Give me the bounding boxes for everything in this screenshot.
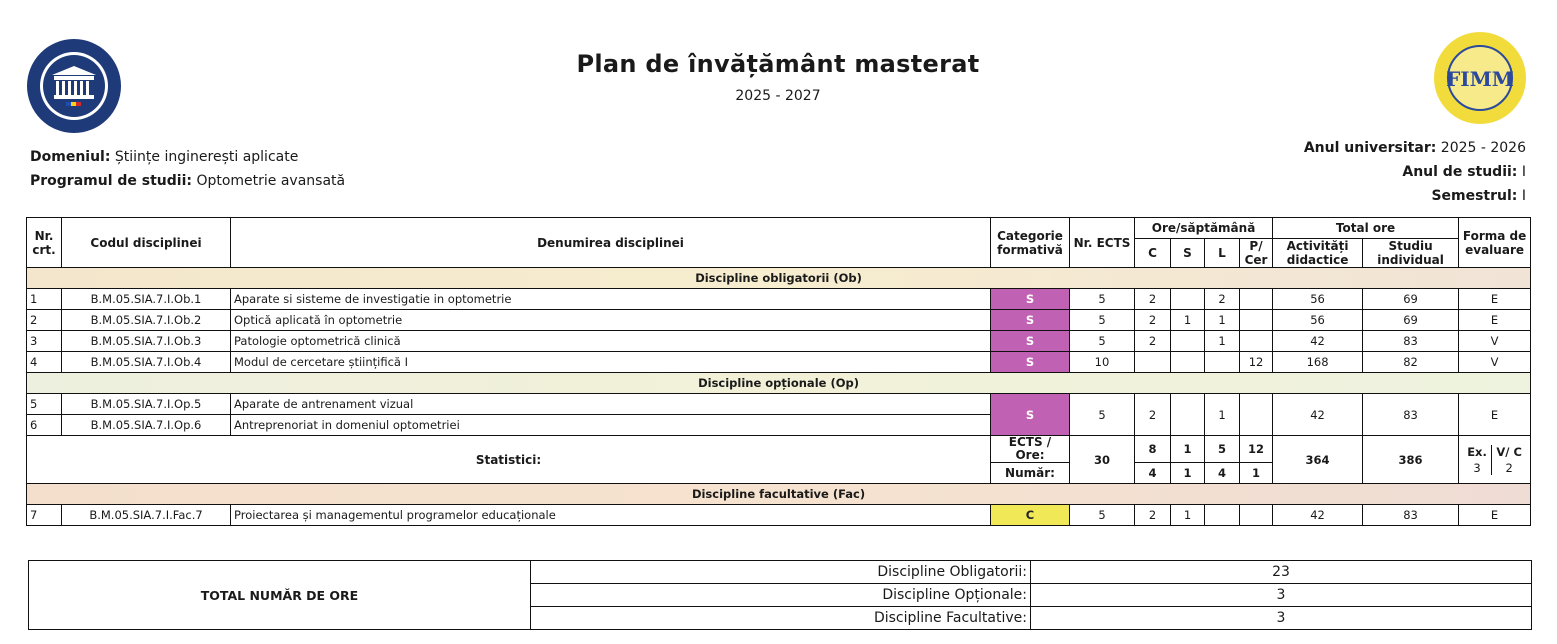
- row-eval: V: [1459, 331, 1531, 352]
- stats-label: Statistici:: [27, 436, 991, 484]
- row-s: [1171, 352, 1205, 373]
- row-p: [1240, 331, 1273, 352]
- row-study: 83: [1363, 394, 1459, 436]
- program-value: Optometrie avansată: [196, 173, 346, 189]
- stats-vc-value: 2: [1505, 460, 1513, 475]
- row-activities: 42: [1273, 331, 1363, 352]
- stats-hours-s: 1: [1171, 436, 1205, 463]
- table-row: [27, 505, 1531, 526]
- stats-vc-label: V/ C: [1496, 444, 1522, 459]
- domain-label: Domeniul:: [30, 149, 111, 165]
- row-s: [1171, 331, 1205, 352]
- totals-row-label: Discipline Obligatorii:: [531, 561, 1031, 584]
- row-name: Patologie optometrică clinică: [231, 331, 991, 352]
- academic-year-value: 2025 - 2026: [1440, 140, 1526, 156]
- row-code: B.M.05.SIA.7.I.Ob.2: [62, 310, 231, 331]
- row-activities: 56: [1273, 289, 1363, 310]
- stats-hours-p: 12: [1240, 436, 1273, 463]
- category-badge: C: [991, 505, 1070, 526]
- col-header-code: Codul disciplinei: [62, 218, 231, 268]
- category-badge: S: [991, 289, 1070, 310]
- table-row: [27, 394, 1531, 415]
- row-name: Antreprenoriat in domeniul optometriei: [231, 415, 991, 436]
- row-c: 2: [1135, 310, 1171, 331]
- row-l: 1: [1205, 331, 1240, 352]
- row-c: 2: [1135, 289, 1171, 310]
- col-header-l: L: [1205, 239, 1240, 268]
- row-code: B.M.05.SIA.7.I.Ob.1: [62, 289, 231, 310]
- program-years: 2025 - 2027: [735, 88, 821, 104]
- table-row: [27, 352, 1531, 373]
- stats-eval-summary: [1459, 436, 1531, 484]
- col-header-s: S: [1171, 239, 1205, 268]
- curriculum-table: [26, 217, 1531, 526]
- totals-row-value: 3: [1031, 607, 1532, 630]
- col-header-p: P/ Cer: [1240, 239, 1273, 268]
- row-nr: 2: [27, 310, 62, 331]
- row-ects: 5: [1070, 310, 1135, 331]
- col-header-nr: Nr. crt.: [27, 218, 62, 268]
- row-eval: E: [1459, 394, 1531, 436]
- semester-label: Semestrul:: [1431, 188, 1518, 204]
- row-s: [1171, 289, 1205, 310]
- year-info: [1304, 136, 1526, 208]
- row-study: 82: [1363, 352, 1459, 373]
- row-study: 83: [1363, 505, 1459, 526]
- row-ects: 5: [1070, 394, 1135, 436]
- row-name: Aparate si sisteme de investigatie in optometrie: [231, 289, 991, 310]
- stats-study-total: 386: [1363, 436, 1459, 484]
- table-row: [27, 310, 1531, 331]
- row-nr: 1: [27, 289, 62, 310]
- stats-hours-l: 5: [1205, 436, 1240, 463]
- academic-year-line: [1304, 136, 1526, 160]
- category-badge: S: [991, 352, 1070, 373]
- row-activities: 168: [1273, 352, 1363, 373]
- category-badge: S: [991, 394, 1070, 436]
- svg-text:FIMM: FIMM: [1446, 67, 1514, 91]
- table-row: [27, 289, 1531, 310]
- row-nr: 4: [27, 352, 62, 373]
- table-row: [27, 331, 1531, 352]
- totals-row-value: 23: [1031, 561, 1532, 584]
- row-l: [1205, 352, 1240, 373]
- stats-count-p: 1: [1240, 463, 1273, 484]
- col-header-category: Categorie formativă: [991, 218, 1070, 268]
- stats-ects-label: ECTS / Ore:: [991, 436, 1070, 463]
- semester-value: I: [1521, 188, 1526, 204]
- program-label: Programul de studii:: [30, 173, 192, 189]
- study-year-value: I: [1521, 164, 1526, 180]
- totals-row-value: 3: [1031, 584, 1532, 607]
- row-p: [1240, 289, 1273, 310]
- row-s: 1: [1171, 505, 1205, 526]
- stats-hours-c: 8: [1135, 436, 1171, 463]
- row-nr: 7: [27, 505, 62, 526]
- col-header-c: C: [1135, 239, 1171, 268]
- row-code: B.M.05.SIA.7.I.Ob.3: [62, 331, 231, 352]
- faculty-logo-right: [1430, 30, 1530, 126]
- stats-ects-total: 30: [1070, 436, 1135, 484]
- row-l: [1205, 505, 1240, 526]
- row-code: B.M.05.SIA.7.I.Fac.7: [62, 505, 231, 526]
- study-year-label: Anul de studii:: [1402, 164, 1518, 180]
- row-study: 69: [1363, 289, 1459, 310]
- row-p: [1240, 310, 1273, 331]
- domain-line: [30, 145, 345, 169]
- row-code: B.M.05.SIA.7.I.Ob.4: [62, 352, 231, 373]
- row-study: 83: [1363, 331, 1459, 352]
- university-logo-left: [26, 38, 122, 134]
- row-nr: 5: [27, 394, 62, 415]
- row-c: [1135, 352, 1171, 373]
- eval-divider: [1491, 445, 1493, 475]
- stats-row-hours: [27, 436, 1531, 463]
- row-p: [1240, 394, 1273, 436]
- row-ects: 5: [1070, 289, 1135, 310]
- academic-year-label: Anul universitar:: [1303, 140, 1437, 156]
- totals-table: [28, 560, 1532, 630]
- semester-line: [1304, 184, 1526, 208]
- totals-row: [29, 561, 1532, 584]
- totals-row-label: Discipline Facultative:: [531, 607, 1031, 630]
- stats-activities-total: 364: [1273, 436, 1363, 484]
- col-header-activities: Activități didactice: [1273, 239, 1363, 268]
- row-name: Modul de cercetare științifică I: [231, 352, 991, 373]
- row-eval: V: [1459, 352, 1531, 373]
- row-code: B.M.05.SIA.7.I.Op.5: [62, 394, 231, 415]
- category-badge: S: [991, 310, 1070, 331]
- row-p: [1240, 505, 1273, 526]
- row-l: 1: [1205, 310, 1240, 331]
- row-name: Optică aplicată în optometrie: [231, 310, 991, 331]
- row-activities: 42: [1273, 505, 1363, 526]
- section-row-fac: [27, 484, 1531, 505]
- header-row-1: [27, 218, 1531, 239]
- row-activities: 42: [1273, 394, 1363, 436]
- row-ects: 5: [1070, 331, 1135, 352]
- program-info: [30, 145, 345, 193]
- row-ects: 10: [1070, 352, 1135, 373]
- row-eval: E: [1459, 289, 1531, 310]
- row-ects: 5: [1070, 505, 1135, 526]
- col-header-ects: Nr. ECTS: [1070, 218, 1135, 268]
- row-name: Aparate de antrenament vizual: [231, 394, 991, 415]
- category-badge: S: [991, 331, 1070, 352]
- row-s: [1171, 394, 1205, 436]
- row-code: B.M.05.SIA.7.I.Op.6: [62, 415, 231, 436]
- col-header-eval: Forma de evaluare: [1459, 218, 1531, 268]
- row-nr: 3: [27, 331, 62, 352]
- row-c: 2: [1135, 394, 1171, 436]
- stats-count-label: Număr:: [991, 463, 1070, 484]
- totals-label: TOTAL NUMĂR DE ORE: [29, 561, 531, 630]
- col-header-hours-week: Ore/săptămână: [1135, 218, 1273, 239]
- stats-count-s: 1: [1171, 463, 1205, 484]
- row-eval: E: [1459, 310, 1531, 331]
- section-row-op: [27, 373, 1531, 394]
- col-header-study: Studiu individual: [1363, 239, 1459, 268]
- study-year-line: [1304, 160, 1526, 184]
- page-title: Plan de învățământ masterat: [576, 50, 980, 78]
- col-header-total-hours: Total ore: [1273, 218, 1459, 239]
- stats-count-l: 4: [1205, 463, 1240, 484]
- domain-value: Științe inginerești aplicate: [114, 149, 299, 165]
- stats-ex-label: Ex.: [1467, 444, 1487, 459]
- row-c: 2: [1135, 331, 1171, 352]
- row-activities: 56: [1273, 310, 1363, 331]
- section-title-fac: Discipline facultative (Fac): [27, 484, 1531, 505]
- row-nr: 6: [27, 415, 62, 436]
- section-title-op: Discipline opționale (Op): [27, 373, 1531, 394]
- row-eval: E: [1459, 505, 1531, 526]
- row-c: 2: [1135, 505, 1171, 526]
- section-row-ob: [27, 268, 1531, 289]
- stats-ex-value: 3: [1473, 460, 1481, 475]
- program-line: [30, 169, 345, 193]
- row-s: 1: [1171, 310, 1205, 331]
- row-study: 69: [1363, 310, 1459, 331]
- section-title-ob: Discipline obligatorii (Ob): [27, 268, 1531, 289]
- stats-count-c: 4: [1135, 463, 1171, 484]
- row-l: 2: [1205, 289, 1240, 310]
- col-header-name: Denumirea disciplinei: [231, 218, 991, 268]
- row-name: Proiectarea și managementul programelor educaționale: [231, 505, 991, 526]
- row-p: 12: [1240, 352, 1273, 373]
- totals-row-label: Discipline Opționale:: [531, 584, 1031, 607]
- row-l: 1: [1205, 394, 1240, 436]
